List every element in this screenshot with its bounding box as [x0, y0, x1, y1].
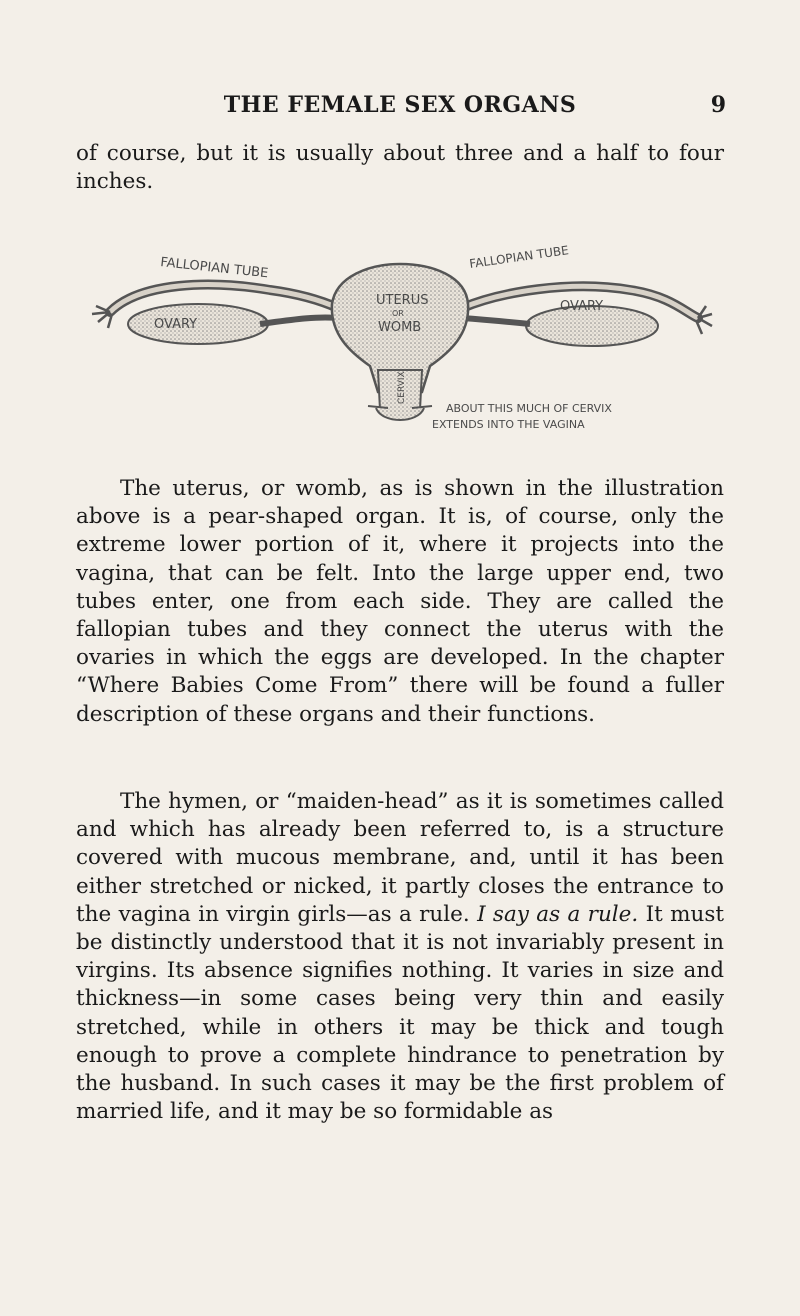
label-uterus: UTERUS	[376, 293, 429, 308]
label-womb: WOMB	[378, 320, 422, 335]
hymen-text-start: The hymen, or “maiden-head” as it is sometimes called and which has already been referred to, is a structure covered with mucous membrane, and, until it has been either stretched or nicked, it partly closes the entrance to the vagina in virgin girls—as a rule.	[76, 789, 724, 927]
paragraph-uterus: The uterus, or womb, as is shown in the illustration above is a pear-shaped organ. It is, of course, only the extreme lower portion of it, where it projects into the vagina, that can be felt. Into the large upper end, two tubes enter, one from each side. They are called the fallopian tubes and they connect the uterus with the ovaries in which the eggs are developed. In the chapter “Where Babies Come From” there will be found a fuller description of these organs and their functions.	[76, 476, 724, 727]
hymen-text-end: It must be distinctly understood that it is not invariably present in virgins. Its absence signifies nothing. It varies in size and thickness—in some cases being very thin and easily stretched, while in others it may be thick and tough enough to prove a complete hindrance to penetration by the husband. In such cases it may be the first problem of married life, and it may be so formidable as	[76, 901, 724, 1125]
page-header	[0, 92, 800, 122]
label-or: OR	[392, 309, 404, 318]
paragraph-continued: of course, but it is usually about three and a half to four inches.	[76, 141, 724, 195]
page-number: 9	[710, 92, 726, 118]
label-cervix: CERVIX	[397, 371, 407, 404]
label-fallopian-right: FALLOPIAN TUBE	[468, 243, 570, 271]
paragraph-hymen	[76, 788, 724, 1126]
caption-line-2: EXTENDS INTO THE VAGINA	[432, 418, 585, 431]
cervix-tip	[376, 408, 424, 420]
left-ovary	[128, 304, 268, 344]
running-title: THE FEMALE SEX ORGANS	[223, 92, 577, 118]
label-ovary-left: OVARY	[154, 317, 198, 332]
caption-line-1: ABOUT THIS MUCH OF CERVIX	[446, 402, 612, 415]
hymen-emphasis: I say as a rule.	[477, 901, 639, 927]
label-fallopian-left: FALLOPIAN TUBE	[159, 255, 270, 282]
uterus-diagram	[70, 242, 730, 452]
uterus-diagram-svg	[70, 242, 730, 452]
label-ovary-right: OVARY	[560, 299, 604, 314]
